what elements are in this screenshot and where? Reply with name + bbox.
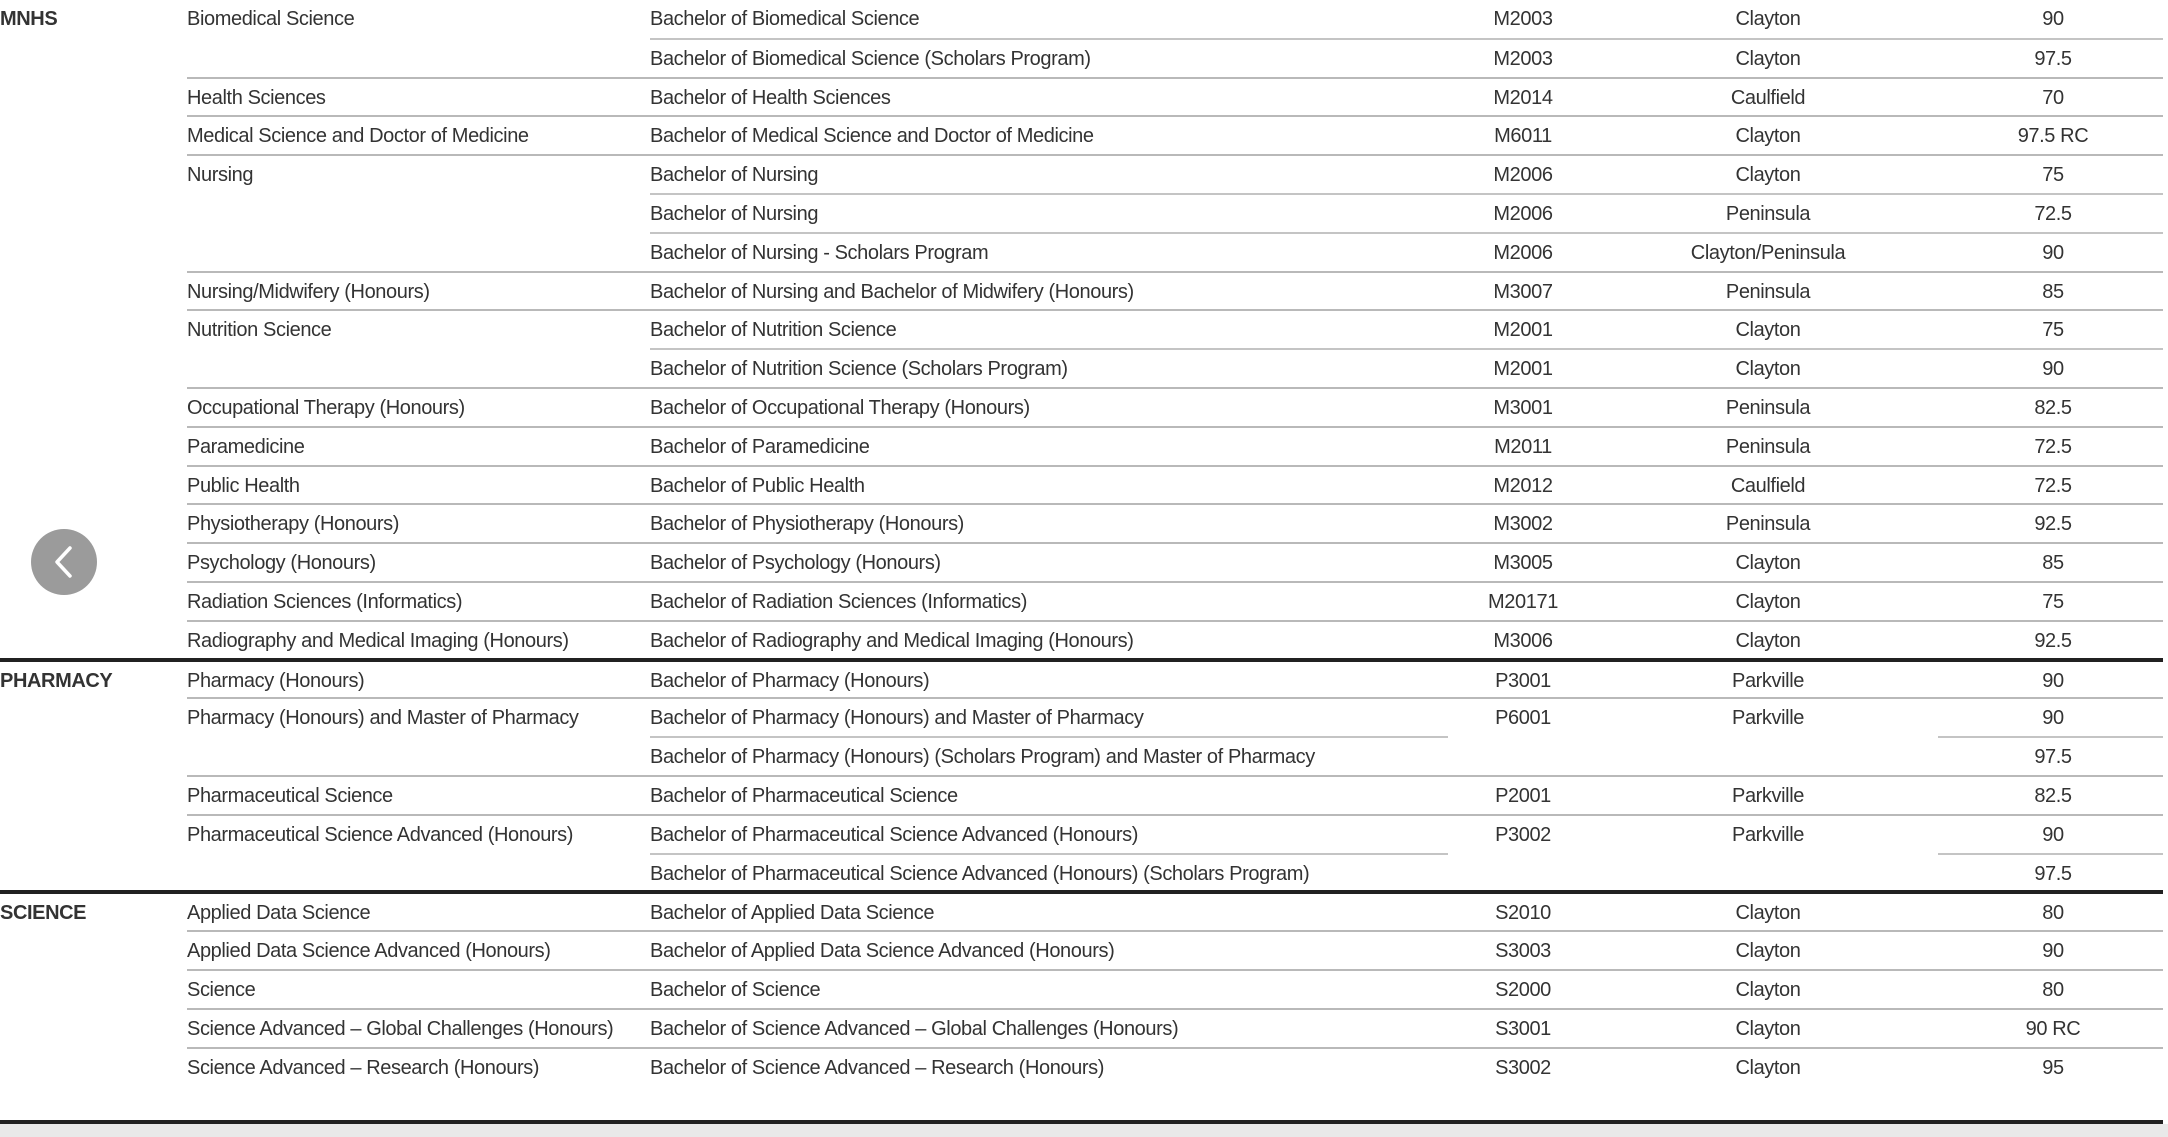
table-row (0, 427, 2168, 466)
campus-cell: Peninsula (1598, 388, 1938, 427)
table-row (0, 78, 2168, 117)
table-row (0, 698, 2168, 737)
table-row (0, 892, 2168, 931)
code-cell: M3002 (1448, 504, 1598, 543)
table-row (0, 1048, 2168, 1087)
area-cell: Radiation Sciences (Informatics) (187, 582, 650, 621)
area-cell: Science Advanced – Research (Honours) (187, 1048, 650, 1087)
score-cell: 90 (1938, 815, 2168, 854)
campus-cell: Peninsula (1598, 427, 1938, 466)
campus-cell: Parkville (1598, 660, 1938, 699)
degree-cell: Bachelor of Nursing (650, 194, 1448, 233)
code-cell: M3006 (1448, 621, 1598, 660)
campus-cell: Clayton (1598, 582, 1938, 621)
degree-cell: Bachelor of Pharmacy (Honours) and Master of Pharmacy (650, 698, 1448, 737)
degree-cell: Bachelor of Health Sciences (650, 78, 1448, 117)
code-cell: M2014 (1448, 78, 1598, 117)
code-cell: M3001 (1448, 388, 1598, 427)
score-cell: 72.5 (1938, 427, 2168, 466)
campus-cell: Peninsula (1598, 194, 1938, 233)
campus-cell: Clayton (1598, 1048, 1938, 1087)
code-cell: M2011 (1448, 427, 1598, 466)
campus-cell: Peninsula (1598, 272, 1938, 311)
table-row (0, 776, 2168, 815)
campus-cell: Clayton (1598, 116, 1938, 155)
area-cell: Medical Science and Doctor of Medicine (187, 116, 650, 155)
score-cell: 72.5 (1938, 194, 2168, 233)
degree-cell: Bachelor of Occupational Therapy (Honours) (650, 388, 1448, 427)
code-cell: M20171 (1448, 582, 1598, 621)
table-row (0, 970, 2168, 1009)
code-cell: P6001 (1448, 698, 1598, 776)
degree-cell: Bachelor of Pharmacy (Honours) (650, 660, 1448, 699)
campus-cell: Clayton (1598, 310, 1938, 349)
campus-cell: Clayton (1598, 155, 1938, 194)
score-cell: 95 (1938, 1048, 2168, 1087)
code-cell: S2010 (1448, 892, 1598, 931)
degree-cell: Bachelor of Nursing (650, 155, 1448, 194)
campus-cell: Clayton/Peninsula (1598, 233, 1938, 272)
degree-cell: Bachelor of Pharmaceutical Science Advanced (Honours) (Scholars Program) (650, 854, 1448, 893)
area-cell: Nursing/Midwifery (Honours) (187, 272, 650, 311)
area-cell: Public Health (187, 466, 650, 505)
campus-cell: Peninsula (1598, 504, 1938, 543)
code-cell: M2012 (1448, 466, 1598, 505)
table-row (0, 155, 2168, 194)
score-cell: 92.5 (1938, 621, 2168, 660)
code-cell: M2003 (1493, 8, 1553, 30)
degree-cell: Bachelor of Nursing - Scholars Program (650, 233, 1448, 272)
score-cell: 90 (1938, 931, 2168, 970)
code-cell: P3002 (1448, 815, 1598, 893)
table-row (0, 582, 2168, 621)
code-cell: M6011 (1448, 116, 1598, 155)
degree-cell: Bachelor of Psychology (Honours) (650, 543, 1448, 582)
degree-cell: Bachelor of Applied Data Science Advanced (Honours) (650, 931, 1448, 970)
table-row (0, 504, 2168, 543)
area-cell: Pharmacy (Honours) and Master of Pharmacy (187, 698, 650, 776)
code-cell: P2001 (1448, 776, 1598, 815)
campus-cell: Clayton (1598, 621, 1938, 660)
score-cell: 75 (1938, 582, 2168, 621)
degree-cell: Bachelor of Physiotherapy (Honours) (650, 504, 1448, 543)
score-cell: 85 (1938, 272, 2168, 311)
score-cell: 75 (1938, 155, 2168, 194)
area-cell: Nutrition Science (187, 310, 650, 388)
code-cell: M2001 (1448, 310, 1598, 349)
campus-cell: Clayton (1598, 892, 1938, 931)
degree-cell: Bachelor of Pharmacy (Honours) (Scholars Program) and Master of Pharmacy (650, 737, 1448, 776)
right-edge-mask (2163, 0, 2168, 1120)
score-cell: 90 (1938, 349, 2168, 388)
code-cell: M2006 (1448, 194, 1598, 233)
score-cell: 90 RC (1938, 1009, 2168, 1048)
code-cell: M3007 (1448, 272, 1598, 311)
code-cell: S3003 (1448, 931, 1598, 970)
page-bottom-strip (0, 1124, 2168, 1137)
code-cell: M2003 (1448, 39, 1598, 78)
campus-cell: Clayton (1598, 931, 1938, 970)
score-cell: 85 (1938, 543, 2168, 582)
table-row (0, 931, 2168, 970)
area-cell: Pharmaceutical Science Advanced (Honours) (187, 815, 650, 893)
chevron-left-icon (31, 529, 97, 595)
campus-cell: Parkville (1598, 698, 1938, 776)
table-row (0, 466, 2168, 505)
score-cell: 97.5 (1938, 737, 2168, 776)
code-cell: S2000 (1448, 970, 1598, 1009)
degree-cell: Bachelor of Pharmaceutical Science Advanced (Honours) (650, 815, 1448, 854)
area-cell: Radiography and Medical Imaging (Honours) (187, 621, 650, 660)
code-cell: S3002 (1448, 1048, 1598, 1087)
score-cell: 75 (1938, 310, 2168, 349)
degree-cell: Bachelor of Nursing and Bachelor of Midwifery (Honours) (650, 272, 1448, 311)
area-cell: Biomedical Science (187, 8, 355, 30)
score-cell: 90 (1938, 233, 2168, 272)
table-row (0, 116, 2168, 155)
code-cell: M2006 (1448, 233, 1598, 272)
campus-cell: Caulfield (1598, 466, 1938, 505)
area-cell: Physiotherapy (Honours) (187, 504, 650, 543)
degree-cell: Bachelor of Science (650, 970, 1448, 1009)
code-cell: S3001 (1448, 1009, 1598, 1048)
degree-cell: Bachelor of Biomedical Science (Scholars Program) (650, 39, 1448, 78)
area-cell: Occupational Therapy (Honours) (187, 388, 650, 427)
campus-cell: Caulfield (1598, 78, 1938, 117)
area-cell: Pharmaceutical Science (187, 776, 650, 815)
table-row (0, 388, 2168, 427)
area-cell: Nursing (187, 155, 650, 271)
score-cell: 82.5 (1938, 388, 2168, 427)
score-cell: 92.5 (1938, 504, 2168, 543)
campus-cell: Clayton (1598, 543, 1938, 582)
score-cell: 97.5 RC (1938, 116, 2168, 155)
score-cell: 97.5 (1938, 39, 2168, 78)
degree-cell: Bachelor of Science Advanced – Research (Honours) (650, 1048, 1448, 1087)
campus-cell: Clayton (1598, 39, 1938, 78)
table-row (0, 543, 2168, 582)
code-cell: M3005 (1448, 543, 1598, 582)
degree-cell: Bachelor of Medical Science and Doctor of Medicine (650, 116, 1448, 155)
score-cell: 72.5 (1938, 466, 2168, 505)
campus-cell: Clayton (1598, 970, 1938, 1009)
area-cell: Psychology (Honours) (187, 543, 650, 582)
code-cell: M2006 (1448, 155, 1598, 194)
degree-cell: Bachelor of Public Health (650, 466, 1448, 505)
table-row (0, 815, 2168, 854)
degree-cell: Bachelor of Nutrition Science (Scholars Program) (650, 349, 1448, 388)
table-row (0, 660, 2168, 699)
area-cell: Health Sciences (187, 78, 650, 117)
area-cell: Pharmacy (Honours) (187, 660, 650, 699)
campus-cell: Clayton (1735, 8, 1801, 30)
faculty-cell: PHARMACY (0, 660, 187, 893)
degree-cell: Bachelor of Applied Data Science (650, 892, 1448, 931)
table-row (0, 621, 2168, 660)
degree-cell: Bachelor of Biomedical Science (650, 8, 920, 30)
score-cell: 90 (1938, 660, 2168, 699)
area-cell: Applied Data Science (187, 892, 650, 931)
table-row (0, 310, 2168, 349)
back-button[interactable] (31, 529, 97, 595)
table-row (0, 1009, 2168, 1048)
score-cell: 80 (1938, 892, 2168, 931)
code-cell: M2001 (1448, 349, 1598, 388)
score-cell: 90 (2042, 8, 2064, 30)
score-cell: 90 (1938, 698, 2168, 737)
campus-cell: Clayton (1598, 349, 1938, 388)
table-row (0, 272, 2168, 311)
campus-cell: Parkville (1598, 815, 1938, 893)
faculty-cell: SCIENCE (0, 892, 187, 1086)
campus-cell: Clayton (1598, 1009, 1938, 1048)
code-cell: P3001 (1448, 660, 1598, 699)
area-cell: Paramedicine (187, 427, 650, 466)
score-cell: 97.5 (1938, 854, 2168, 893)
degree-cell: Bachelor of Science Advanced – Global Challenges (Honours) (650, 1009, 1448, 1048)
degree-cell: Bachelor of Radiation Sciences (Informatics) (650, 582, 1448, 621)
score-cell: 70 (1938, 78, 2168, 117)
degree-cell: Bachelor of Paramedicine (650, 427, 1448, 466)
area-cell: Science (187, 970, 650, 1009)
degree-cell: Bachelor of Radiography and Medical Imaging (Honours) (650, 621, 1448, 660)
area-cell: Applied Data Science Advanced (Honours) (187, 931, 650, 970)
score-cell: 80 (1938, 970, 2168, 1009)
score-cell: 82.5 (1938, 776, 2168, 815)
campus-cell: Parkville (1598, 776, 1938, 815)
degree-cell: Bachelor of Nutrition Science (650, 310, 1448, 349)
faculty-cell: MNHS (0, 8, 58, 30)
table-row (0, 0, 2168, 39)
area-cell: Science Advanced – Global Challenges (Honours) (187, 1009, 650, 1048)
degree-cell: Bachelor of Pharmaceutical Science (650, 776, 1448, 815)
